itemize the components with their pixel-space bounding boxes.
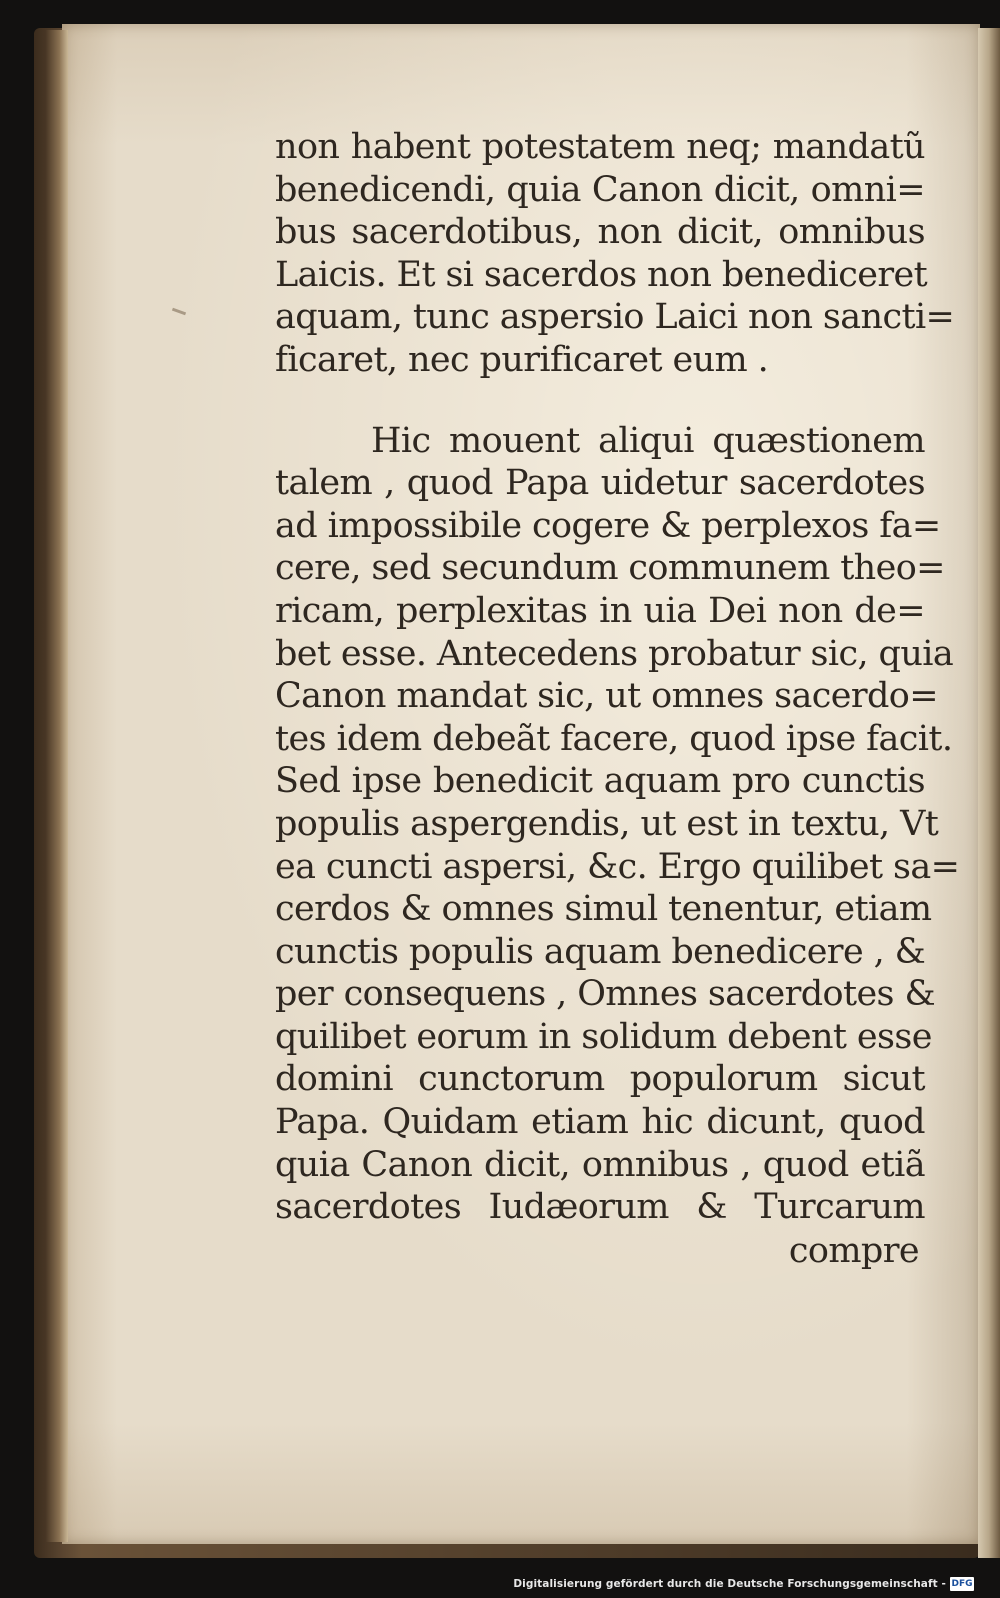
page-gutter bbox=[46, 30, 68, 1542]
text-line: bus sacerdotibus, non dicit, omnibus bbox=[275, 212, 925, 253]
text-line: quia Canon dicit, omnibus , quod etiã bbox=[275, 1144, 925, 1185]
digitization-footer bbox=[513, 1574, 974, 1594]
text-line: cunctis populis aquam benedicere , & bbox=[275, 931, 926, 972]
paragraph-2 bbox=[275, 420, 960, 1229]
dfg-logo-icon: DFG bbox=[951, 1579, 973, 1589]
text-line: bet esse. Antecedens probatur sic, quia bbox=[275, 633, 954, 674]
text-line: Laicis. Et si sacerdos non benediceret bbox=[275, 254, 928, 295]
text-line: per consequens , Omnes sacerdotes & bbox=[275, 974, 935, 1015]
text-line: Canon mandat sic, ut omnes sacerdo= bbox=[275, 676, 939, 717]
text-line: cere, sed secundum communem theo= bbox=[275, 548, 945, 589]
text-line: ea cuncti aspersi, &c. Ergo quilibet sa= bbox=[275, 846, 960, 887]
text-line: ricam, perplexitas in uia Dei non de= bbox=[275, 590, 925, 631]
text-line: Hic mouent aliqui quæstionem bbox=[371, 420, 925, 461]
text-line: talem , quod Papa uidetur sacerdotes bbox=[275, 463, 925, 504]
text-line: tes idem debeãt facere, quod ipse facit. bbox=[275, 718, 953, 759]
text-line: non habent potestatem neq; mandatũ bbox=[275, 127, 925, 167]
text-line: benedicendi, quia Canon dicit, omni= bbox=[275, 169, 925, 210]
text-line: Sed ipse benedicit aquam pro cunctis bbox=[275, 761, 925, 802]
page-text bbox=[275, 126, 960, 1273]
text-line: quilibet eorum in solidum debent esse bbox=[275, 1016, 932, 1057]
paragraph-1 bbox=[275, 126, 955, 382]
page-fore-edge bbox=[978, 28, 1000, 1558]
text-line: ficaret, nec purificaret eum . bbox=[275, 339, 769, 380]
text-line: ad impossibile cogere & perplexos fa= bbox=[275, 505, 941, 546]
text-line: sacerdotes Iudæorum & Turcarum bbox=[275, 1187, 925, 1228]
catchword: compre bbox=[788, 1230, 919, 1271]
text-line: populis aspergendis, ut est in textu, Vt bbox=[275, 803, 939, 844]
text-line: domini cunctorum populorum sicut bbox=[275, 1059, 925, 1100]
funding-credit: Digitalisierung gefördert durch die Deutsche Forschungsgemeinschaft - bbox=[513, 1578, 946, 1590]
text-line: Papa. Quidam etiam hic dicunt, quod bbox=[275, 1102, 925, 1143]
text-line: cerdos & omnes simul tenentur, etiam bbox=[275, 889, 932, 930]
paragraph-gap bbox=[275, 382, 925, 420]
text-line: aquam, tunc aspersio Laici non sancti= bbox=[275, 297, 955, 338]
